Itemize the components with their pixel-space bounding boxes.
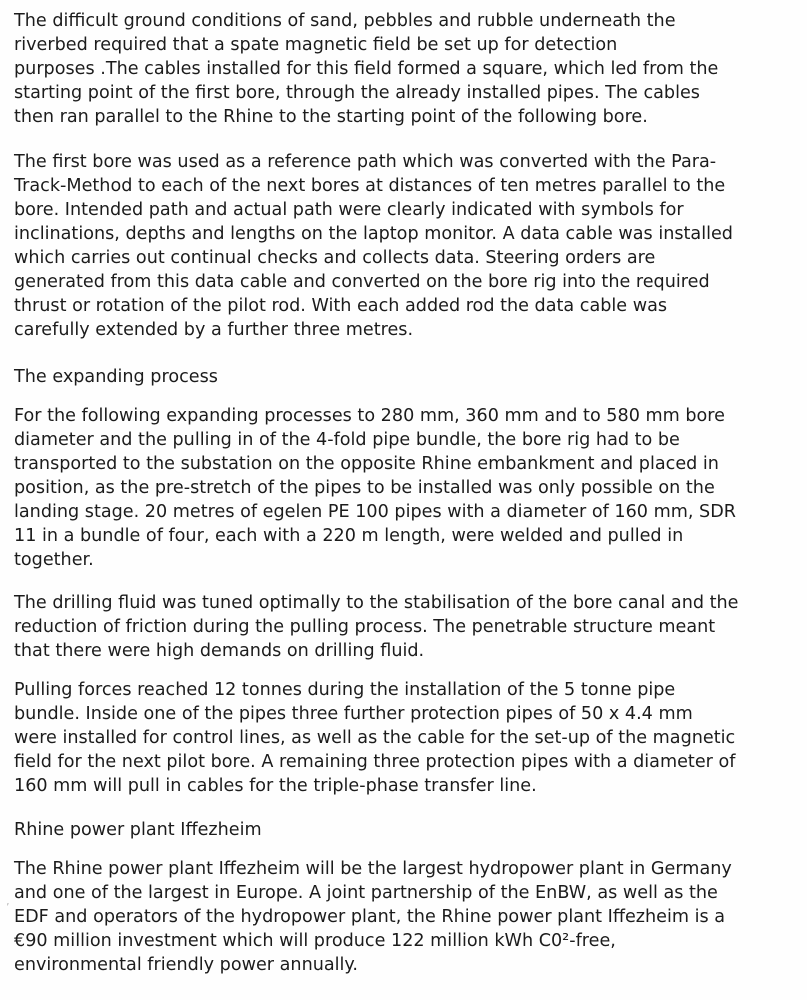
text-line: bundle. Inside one of the pipes three further protection pipes of 50 x 4.4 mm [14,704,693,724]
paragraph-power-plant [14,857,799,977]
text-line: The first bore was used as a reference path which was converted with the Para- [14,152,717,172]
text-line: The Rhine power plant Iffezheim will be the largest hydropower plant in Germany [14,859,732,879]
text-line: 160 mm will pull in cables for the triple-phase transfer line. [14,776,537,796]
text-line: were installed for control lines, as well as the cable for the set-up of the magnetic [14,728,736,748]
paragraph-expanding [14,404,799,572]
text-line: generated from this data cable and converted on the bore rig into the required [14,272,710,292]
text-line: riverbed required that a spate magnetic field be set up for detection [14,35,618,55]
text-line: bore. Intended path and actual path were clearly indicated with symbols for [14,200,684,220]
text-line: €90 million investment which will produce 122 million kWh C0²-free, [14,931,616,951]
text-line: Pulling forces reached 12 tonnes during the installation of the 5 tonne pipe [14,680,676,700]
text-line: starting point of the first bore, through the already installed pipes. The cables [14,83,700,103]
text-line: 11 in a bundle of four, each with a 220 m length, were welded and pulled in [14,526,684,546]
text-line: For the following expanding processes to 280 mm, 360 mm and to 580 mm bore [14,406,725,426]
text-line: diameter and the pulling in of the 4-fold pipe bundle, the bore rig had to be [14,430,680,450]
text-line: landing stage. 20 metres of egelen PE 100 pipes with a diameter of 160 mm, SDR [14,502,736,522]
text-line: field for the next pilot bore. A remaining three protection pipes with a diameter of [14,752,736,772]
text-line: then ran parallel to the Rhine to the starting point of the following bore. [14,107,648,127]
heading-expanding-process: The expanding process [14,367,218,387]
scan-speck-mark: ʼ [6,901,10,914]
heading-rhine-power-plant: Rhine power plant Iffezheim [14,820,262,840]
paragraph-ground-conditions [14,9,799,129]
text-line: that there were high demands on drilling fluid. [14,641,425,661]
text-line: carefully extended by a further three metres. [14,320,414,340]
text-line: The difficult ground conditions of sand, pebbles and rubble underneath the [14,11,676,31]
text-line: position, as the pre-stretch of the pipes to be installed was only possible on the [14,478,715,498]
text-line: which carries out continual checks and collects data. Steering orders are [14,248,656,268]
text-line: Track-Method to each of the next bores at distances of ten metres parallel to the [14,176,726,196]
paragraph-reference-path [14,150,799,342]
text-line: together. [14,550,94,570]
text-line: purposes .The cables installed for this field formed a square, which led from the [14,59,719,79]
text-line: EDF and operators of the hydropower plant, the Rhine power plant Iffezheim is a [14,907,726,927]
text-line: and one of the largest in Europe. A joint partnership of the EnBW, as well as the [14,883,718,903]
text-line: inclinations, depths and lengths on the laptop monitor. A data cable was installed [14,224,733,244]
text-line: environmental friendly power annually. [14,955,358,975]
paragraph-pulling-forces [14,678,799,798]
text-line: transported to the substation on the opposite Rhine embankment and placed in [14,454,719,474]
text-line: thrust or rotation of the pilot rod. With each added rod the data cable was [14,296,668,316]
paragraph-drilling-fluid [14,591,799,663]
text-line: reduction of friction during the pulling process. The penetrable structure meant [14,617,716,637]
text-line: The drilling fluid was tuned optimally to the stabilisation of the bore canal and the [14,593,739,613]
